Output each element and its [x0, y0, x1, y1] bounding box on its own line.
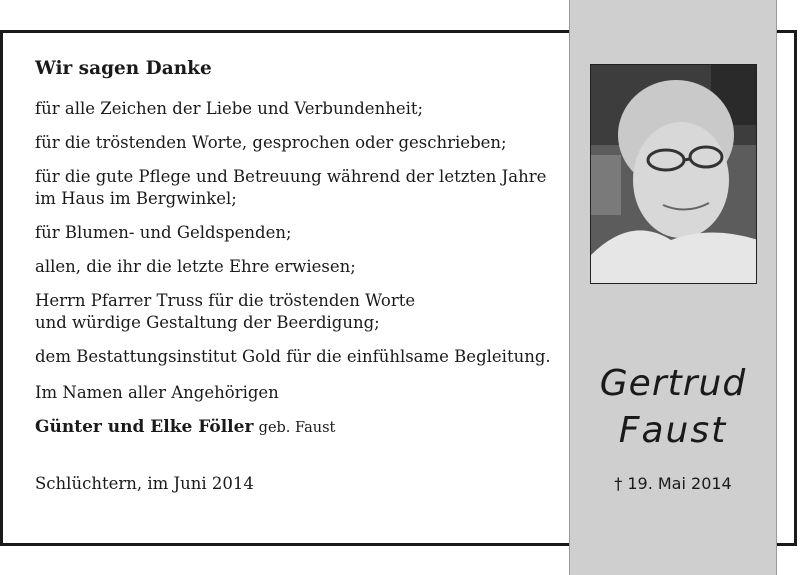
place-date: Schlüchtern, im Juni 2014 [35, 474, 254, 493]
thanks-item [35, 98, 560, 120]
thanks-line: für Blumen- und Geldspenden; [35, 223, 292, 242]
thanks-line: für die tröstenden Worte, gesprochen oder geschrieben; [35, 133, 507, 152]
thanks-text [35, 58, 560, 495]
thanks-line: im Haus im Bergwinkel; [35, 189, 237, 208]
signoff: Im Namen aller Angehörigen [35, 383, 279, 402]
deceased-last-name: Faust [618, 410, 728, 451]
thanks-item [35, 290, 560, 334]
deceased-name-block [569, 360, 777, 493]
thanks-line: für die gute Pflege und Betreuung während der letzten Jahre [35, 167, 547, 186]
thanks-line: allen, die ihr die letzte Ehre erwiesen; [35, 257, 356, 276]
thanks-line: für alle Zeichen der Liebe und Verbundenheit; [35, 99, 424, 118]
family-names [35, 416, 560, 439]
death-date: † 19. Mai 2014 [614, 474, 732, 493]
thanks-item [35, 222, 560, 244]
thanks-line: und würdige Gestaltung der Beerdigung; [35, 313, 380, 332]
names-bold: Günter und Elke Föller [35, 417, 254, 437]
thanks-line: Herrn Pfarrer Truss für die tröstenden Worte [35, 291, 416, 310]
heading: Wir sagen Danke [35, 58, 212, 79]
portrait-photo [590, 64, 757, 284]
portrait-icon [591, 65, 757, 284]
thanks-item [35, 256, 560, 278]
names-suffix: geb. Faust [258, 420, 336, 436]
thanks-item [35, 346, 560, 368]
deceased-first-name: Gertrud [599, 363, 747, 404]
thanks-line: dem Bestattungsinstitut Gold für die einfühlsame Begleitung. [35, 347, 551, 366]
thanks-item [35, 132, 560, 154]
thanks-item [35, 166, 560, 210]
